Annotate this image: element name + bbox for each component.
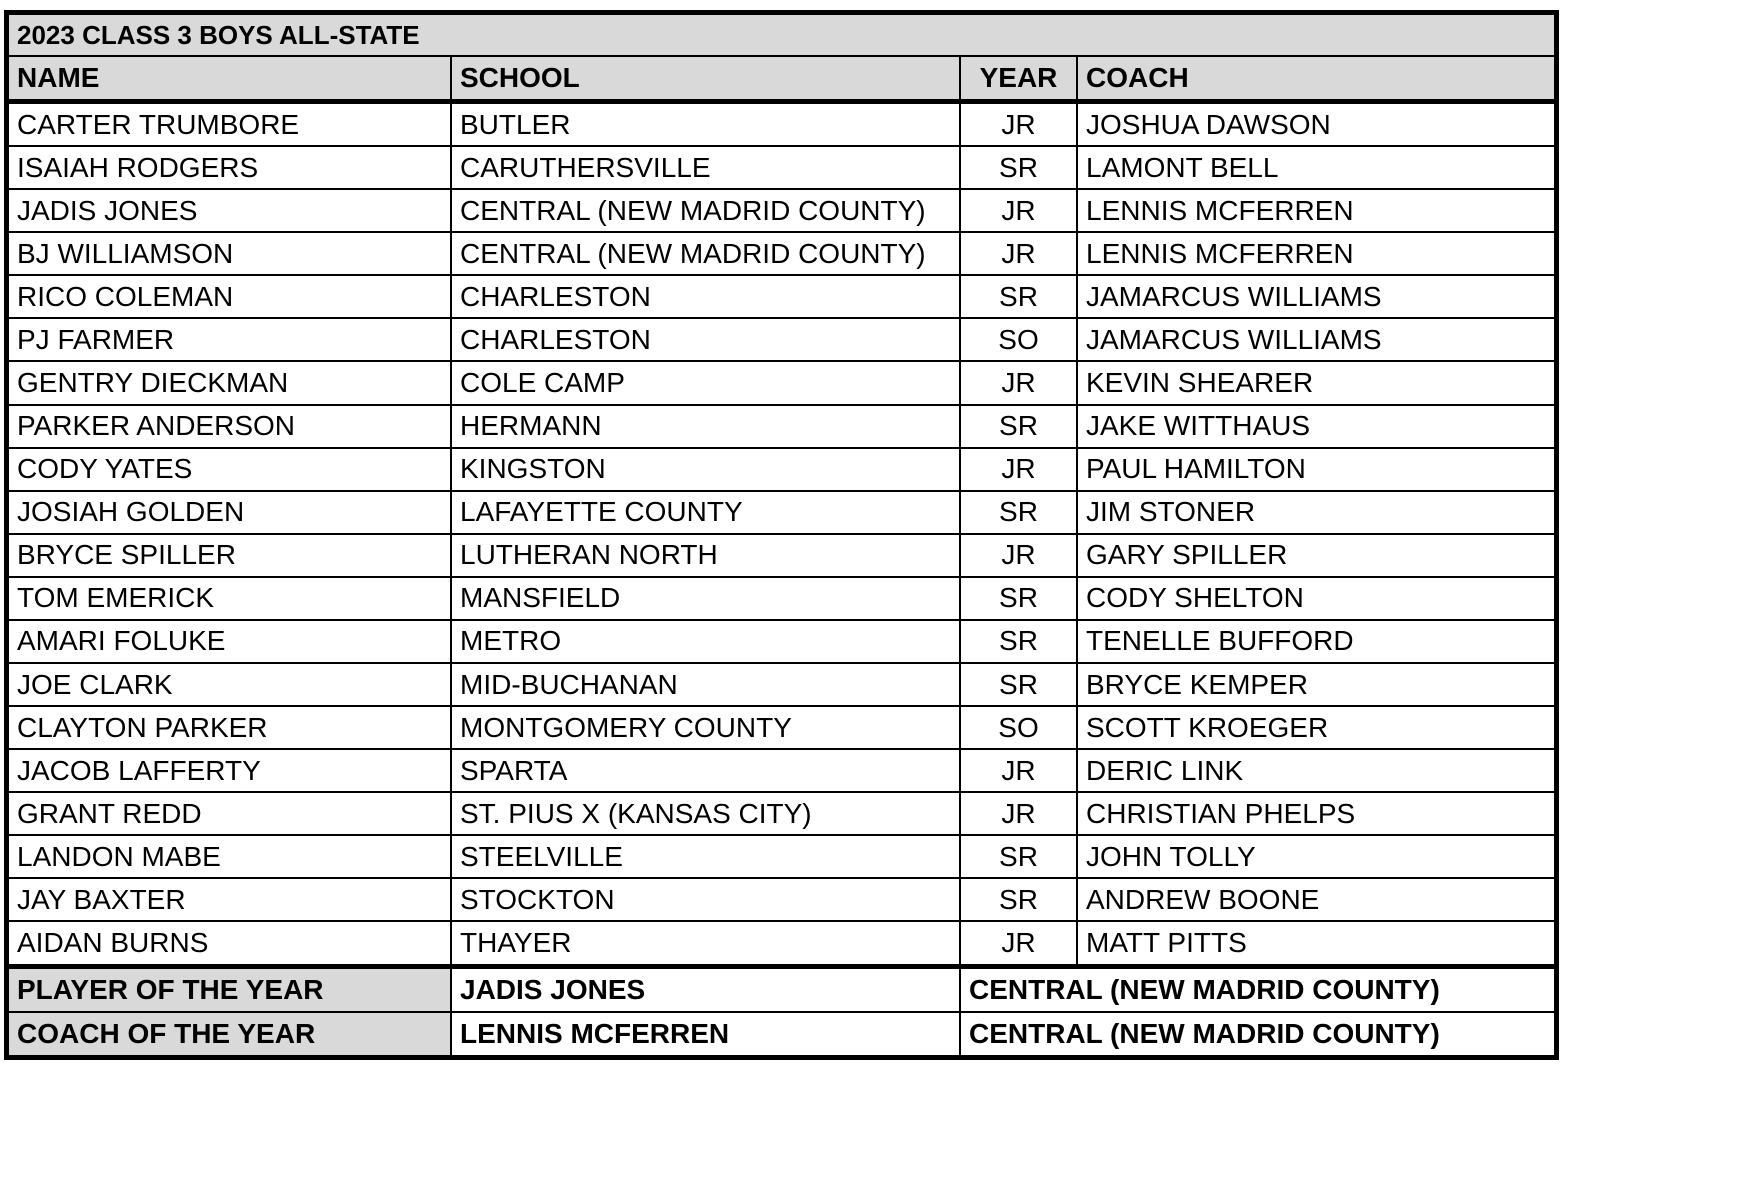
award-row <box>8 966 1555 1012</box>
table-row <box>8 102 1555 147</box>
award-label: COACH OF THE YEAR <box>8 1012 451 1056</box>
player-name-cell: CARTER TRUMBORE <box>8 102 451 147</box>
table-row <box>8 491 1555 534</box>
all-state-sheet <box>4 10 1559 1060</box>
player-coach-cell: JAKE WITTHAUS <box>1077 405 1555 448</box>
player-school-cell: MONTGOMERY COUNTY <box>451 706 960 749</box>
player-coach-cell: MATT PITTS <box>1077 921 1555 966</box>
player-school-cell: MID-BUCHANAN <box>451 663 960 706</box>
player-school-cell: LAFAYETTE COUNTY <box>451 491 960 534</box>
player-year-cell: JR <box>960 448 1077 491</box>
table-row <box>8 663 1555 706</box>
award-list <box>8 966 1555 1056</box>
player-name-cell: BJ WILLIAMSON <box>8 232 451 275</box>
player-coach-cell: CODY SHELTON <box>1077 577 1555 620</box>
player-coach-cell: PAUL HAMILTON <box>1077 448 1555 491</box>
player-year-cell: SR <box>960 878 1077 921</box>
player-school-cell: LUTHERAN NORTH <box>451 534 960 577</box>
player-name-cell: JAY BAXTER <box>8 878 451 921</box>
player-year-cell: SR <box>960 405 1077 448</box>
table-row <box>8 835 1555 878</box>
table-row <box>8 749 1555 792</box>
player-school-cell: CENTRAL (NEW MADRID COUNTY) <box>451 232 960 275</box>
player-school-cell: CARUTHERSVILLE <box>451 146 960 189</box>
player-name-cell: CLAYTON PARKER <box>8 706 451 749</box>
player-name-cell: GENTRY DIECKMAN <box>8 361 451 404</box>
player-name-cell: TOM EMERICK <box>8 577 451 620</box>
award-school: CENTRAL (NEW MADRID COUNTY) <box>960 966 1555 1012</box>
player-name-cell: AIDAN BURNS <box>8 921 451 966</box>
table-row <box>8 232 1555 275</box>
award-label: PLAYER OF THE YEAR <box>8 966 451 1012</box>
player-school-cell: STOCKTON <box>451 878 960 921</box>
player-year-cell: SR <box>960 146 1077 189</box>
table-title: 2023 CLASS 3 BOYS ALL-STATE <box>8 14 1555 56</box>
player-year-cell: SO <box>960 318 1077 361</box>
player-year-cell: SR <box>960 835 1077 878</box>
all-state-table <box>7 13 1556 1057</box>
player-year-cell: SR <box>960 663 1077 706</box>
player-name-cell: PJ FARMER <box>8 318 451 361</box>
player-school-cell: CHARLESTON <box>451 318 960 361</box>
table-row <box>8 792 1555 835</box>
player-year-cell: JR <box>960 792 1077 835</box>
player-year-cell: SR <box>960 491 1077 534</box>
player-name-cell: JACOB LAFFERTY <box>8 749 451 792</box>
player-school-cell: ST. PIUS X (KANSAS CITY) <box>451 792 960 835</box>
player-year-cell: SR <box>960 577 1077 620</box>
player-name-cell: LANDON MABE <box>8 835 451 878</box>
table-row <box>8 921 1555 966</box>
award-person: JADIS JONES <box>451 966 960 1012</box>
player-school-cell: BUTLER <box>451 102 960 147</box>
player-coach-cell: GARY SPILLER <box>1077 534 1555 577</box>
player-name-cell: RICO COLEMAN <box>8 275 451 318</box>
table-row <box>8 189 1555 232</box>
player-coach-cell: DERIC LINK <box>1077 749 1555 792</box>
player-coach-cell: JIM STONER <box>1077 491 1555 534</box>
award-person: LENNIS MCFERREN <box>451 1012 960 1056</box>
player-year-cell: JR <box>960 749 1077 792</box>
table-row <box>8 448 1555 491</box>
player-coach-cell: LENNIS MCFERREN <box>1077 189 1555 232</box>
award-school: CENTRAL (NEW MADRID COUNTY) <box>960 1012 1555 1056</box>
player-coach-cell: LENNIS MCFERREN <box>1077 232 1555 275</box>
table-row <box>8 318 1555 361</box>
player-name-cell: JOE CLARK <box>8 663 451 706</box>
player-list <box>8 102 1555 967</box>
column-header-name: NAME <box>8 56 451 102</box>
header-row <box>8 56 1555 102</box>
player-year-cell: SR <box>960 275 1077 318</box>
player-coach-cell: JAMARCUS WILLIAMS <box>1077 318 1555 361</box>
player-coach-cell: LAMONT BELL <box>1077 146 1555 189</box>
player-school-cell: KINGSTON <box>451 448 960 491</box>
table-row <box>8 577 1555 620</box>
player-coach-cell: JOSHUA DAWSON <box>1077 102 1555 147</box>
player-name-cell: ISAIAH RODGERS <box>8 146 451 189</box>
player-coach-cell: SCOTT KROEGER <box>1077 706 1555 749</box>
player-name-cell: GRANT REDD <box>8 792 451 835</box>
player-year-cell: JR <box>960 102 1077 147</box>
player-name-cell: PARKER ANDERSON <box>8 405 451 448</box>
player-school-cell: CENTRAL (NEW MADRID COUNTY) <box>451 189 960 232</box>
player-school-cell: STEELVILLE <box>451 835 960 878</box>
player-name-cell: BRYCE SPILLER <box>8 534 451 577</box>
player-year-cell: JR <box>960 921 1077 966</box>
player-name-cell: AMARI FOLUKE <box>8 620 451 663</box>
player-coach-cell: ANDREW BOONE <box>1077 878 1555 921</box>
table-row <box>8 275 1555 318</box>
player-school-cell: CHARLESTON <box>451 275 960 318</box>
player-coach-cell: JAMARCUS WILLIAMS <box>1077 275 1555 318</box>
table-row <box>8 405 1555 448</box>
column-header-year: YEAR <box>960 56 1077 102</box>
player-year-cell: JR <box>960 361 1077 404</box>
title-row <box>8 14 1555 56</box>
table-row <box>8 878 1555 921</box>
player-year-cell: SO <box>960 706 1077 749</box>
player-year-cell: JR <box>960 232 1077 275</box>
player-school-cell: HERMANN <box>451 405 960 448</box>
player-name-cell: JOSIAH GOLDEN <box>8 491 451 534</box>
table-row <box>8 620 1555 663</box>
player-year-cell: SR <box>960 620 1077 663</box>
table-row <box>8 361 1555 404</box>
player-coach-cell: CHRISTIAN PHELPS <box>1077 792 1555 835</box>
player-school-cell: COLE CAMP <box>451 361 960 404</box>
player-coach-cell: KEVIN SHEARER <box>1077 361 1555 404</box>
column-header-school: SCHOOL <box>451 56 960 102</box>
player-coach-cell: TENELLE BUFFORD <box>1077 620 1555 663</box>
player-coach-cell: BRYCE KEMPER <box>1077 663 1555 706</box>
player-coach-cell: JOHN TOLLY <box>1077 835 1555 878</box>
player-school-cell: SPARTA <box>451 749 960 792</box>
table-row <box>8 706 1555 749</box>
player-year-cell: JR <box>960 534 1077 577</box>
player-school-cell: METRO <box>451 620 960 663</box>
player-school-cell: MANSFIELD <box>451 577 960 620</box>
player-name-cell: CODY YATES <box>8 448 451 491</box>
player-name-cell: JADIS JONES <box>8 189 451 232</box>
player-year-cell: JR <box>960 189 1077 232</box>
column-header-coach: COACH <box>1077 56 1555 102</box>
table-row <box>8 146 1555 189</box>
player-school-cell: THAYER <box>451 921 960 966</box>
table-row <box>8 534 1555 577</box>
award-row <box>8 1012 1555 1056</box>
